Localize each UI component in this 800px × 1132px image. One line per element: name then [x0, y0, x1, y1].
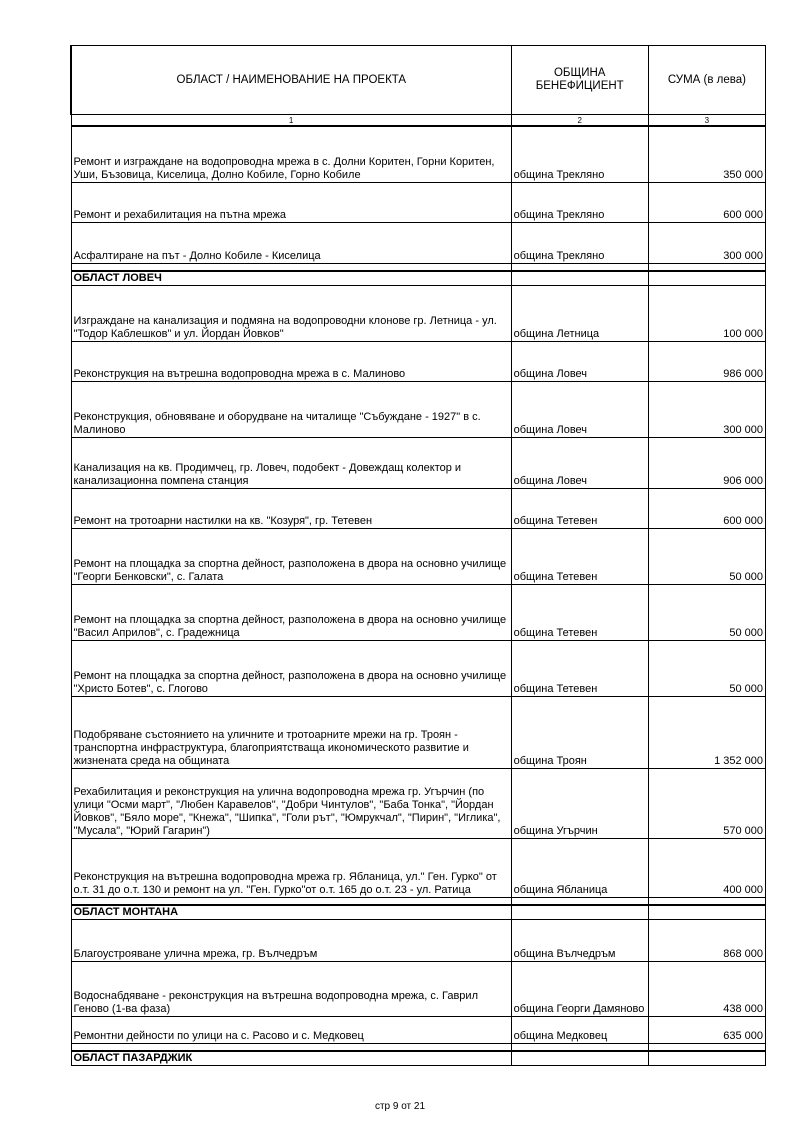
amount-cell: 438 000 — [648, 961, 765, 1016]
table-row — [71, 341, 766, 381]
region-name: ОБЛАСТ МОНТАНА — [71, 905, 511, 920]
amount-cell: 1 352 000 — [648, 696, 765, 768]
amount-cell: 50 000 — [648, 640, 765, 696]
table-row — [71, 1016, 766, 1043]
region-name: ОБЛАСТ ЛОВЕЧ — [71, 271, 511, 286]
region-empty-cell — [648, 1051, 765, 1066]
spacer-cell — [648, 1043, 765, 1051]
project-name-cell: Ремонт и рехабилитация на пътна мрежа — [71, 182, 511, 222]
municipality-cell: община Ловеч — [511, 437, 648, 488]
spacer-cell — [648, 897, 765, 905]
projects-table-body — [71, 46, 766, 1066]
table-row — [71, 584, 766, 640]
spacer-cell — [511, 263, 648, 271]
region-empty-cell — [511, 271, 648, 286]
budget-table-sheet — [70, 45, 766, 1066]
table-row — [71, 126, 766, 182]
project-name-cell: Ремонт на площадка за спортна дейност, разположена в двора на основно училище "Васил Априлов", с. Градежница — [71, 584, 511, 640]
project-name-cell: Реконструкция на вътрешна водопроводна мрежа гр. Ябланица, ул." Ген. Гурко" от о.т. 31 до о.т. 130 и ремонт на ул. "Ген. Гурко"от о.т. 165 до о.т. 23 - ул. Ратица — [71, 838, 511, 897]
project-name-cell: Изграждане на канализация и подмяна на водопроводни клонове гр. Летница - ул. "Тодор Каблешков" и ул. Йордан Йовков" — [71, 285, 511, 341]
municipality-cell: община Тетевен — [511, 640, 648, 696]
table-row — [71, 528, 766, 584]
municipality-cell: община Ловеч — [511, 341, 648, 381]
region-empty-cell — [648, 271, 765, 286]
region-empty-cell — [511, 905, 648, 920]
table-row — [71, 222, 766, 263]
region-name: ОБЛАСТ ПАЗАРДЖИК — [71, 1051, 511, 1066]
column-number-row — [71, 115, 766, 127]
municipality-cell: община Угърчин — [511, 768, 648, 838]
municipality-cell: община Медковец — [511, 1016, 648, 1043]
header-municipality: ОБЩИНА БЕНЕФИЦИЕНТ — [511, 46, 648, 115]
project-name-cell: Подобряване състоянието на уличните и тротоарните мрежи на гр. Троян - транспортна инфраструктура, благоприятстваща икономическото развитие и жизнената среда на общината — [71, 696, 511, 768]
project-name-cell: Ремонт на площадка за спортна дейност, разположена в двора на основно училище "Георги Бенковски", с. Галата — [71, 528, 511, 584]
municipality-cell: община Трекляно — [511, 222, 648, 263]
amount-cell: 868 000 — [648, 919, 765, 961]
spacer-cell — [71, 1043, 511, 1051]
spacer-cell — [648, 263, 765, 271]
municipality-cell: община Тетевен — [511, 488, 648, 528]
column-number-1: 1 — [71, 115, 511, 127]
column-number-2: 2 — [511, 115, 648, 127]
municipality-cell: община Тетевен — [511, 584, 648, 640]
region-empty-cell — [648, 905, 765, 920]
table-row — [71, 640, 766, 696]
table-row — [71, 488, 766, 528]
amount-cell: 600 000 — [648, 488, 765, 528]
amount-cell: 300 000 — [648, 381, 765, 437]
region-header-row — [71, 1051, 766, 1066]
region-header-row — [71, 271, 766, 286]
amount-cell: 906 000 — [648, 437, 765, 488]
spacer-cell — [511, 897, 648, 905]
amount-cell: 986 000 — [648, 341, 765, 381]
amount-cell: 100 000 — [648, 285, 765, 341]
table-row — [71, 961, 766, 1016]
municipality-cell: община Трекляно — [511, 126, 648, 182]
amount-cell: 570 000 — [648, 768, 765, 838]
project-name-cell: Ремонтни дейности по улици на с. Расово и с. Медковец — [71, 1016, 511, 1043]
municipality-cell: община Вълчедръм — [511, 919, 648, 961]
project-name-cell: Реконструкция на вътрешна водопроводна мрежа в с. Малиново — [71, 341, 511, 381]
spacer-cell — [71, 263, 511, 271]
spacer-row — [71, 1043, 766, 1051]
spacer-row — [71, 263, 766, 271]
municipality-cell: община Трекляно — [511, 182, 648, 222]
region-empty-cell — [511, 1051, 648, 1066]
project-name-cell: Асфалтиране на път - Долно Кобиле - Киселица — [71, 222, 511, 263]
municipality-cell: община Ябланица — [511, 838, 648, 897]
amount-cell: 635 000 — [648, 1016, 765, 1043]
municipality-cell: община Тетевен — [511, 528, 648, 584]
amount-cell: 50 000 — [648, 528, 765, 584]
project-name-cell: Водоснабдяване - реконструкция на вътрешна водопроводна мрежа, с. Гаврил Геново (1-ва фаза) — [71, 961, 511, 1016]
table-row — [71, 838, 766, 897]
project-name-cell: Ремонт на тротоарни настилки на кв. "Козуря", гр. Тетевен — [71, 488, 511, 528]
amount-cell: 300 000 — [648, 222, 765, 263]
header-amount: СУМА (в лева) — [648, 46, 765, 115]
spacer-row — [71, 897, 766, 905]
table-row — [71, 768, 766, 838]
amount-cell: 350 000 — [648, 126, 765, 182]
amount-cell: 600 000 — [648, 182, 765, 222]
project-name-cell: Ремонт и изграждане на водопроводна мрежа в с. Долни Коритен, Горни Коритен, Уши, Бъзовица, Киселица, Долно Кобиле, Горно Кобиле — [71, 126, 511, 182]
municipality-cell: община Георги Дамяново — [511, 961, 648, 1016]
municipality-cell: община Летница — [511, 285, 648, 341]
municipality-cell: община Троян — [511, 696, 648, 768]
spacer-cell — [71, 897, 511, 905]
amount-cell: 400 000 — [648, 838, 765, 897]
table-row — [71, 381, 766, 437]
table-row — [71, 919, 766, 961]
page-footer: стр 9 от 21 — [374, 1101, 426, 1112]
project-name-cell: Реконструкция, обновяване и оборудване на читалище "Събуждане - 1927" в с. Малиново — [71, 381, 511, 437]
header-project: ОБЛАСТ / НАИМЕНОВАНИЕ НА ПРОЕКТА — [71, 46, 511, 115]
amount-cell: 50 000 — [648, 584, 765, 640]
table-header-row — [71, 46, 766, 115]
table-row — [71, 437, 766, 488]
projects-table — [70, 45, 766, 1066]
municipality-cell: община Ловеч — [511, 381, 648, 437]
project-name-cell: Канализация на кв. Продимчец, гр. Ловеч, подобект - Довеждащ колектор и канализационна помпена станция — [71, 437, 511, 488]
project-name-cell: Ремонт на площадка за спортна дейност, разположена в двора на основно училище "Христо Ботев", с. Глогово — [71, 640, 511, 696]
column-number-3: 3 — [648, 115, 765, 127]
region-header-row — [71, 905, 766, 920]
table-row — [71, 696, 766, 768]
project-name-cell: Благоустрояване улична мрежа, гр. Вълчедръм — [71, 919, 511, 961]
spacer-cell — [511, 1043, 648, 1051]
table-row — [71, 285, 766, 341]
project-name-cell: Рехабилитация и реконструкция на улична водопроводна мрежа гр. Угърчин (по улици "Осми март", "Любен Каравелов", "Добри Чинтулов", "Баба Тонка", "Йордан Йовков", "Бяло море", "Кнежа", "Шипка", "Голи рът", "Юмрукчал", "Пирин", "Иглика", "Мусала", "Юрий Гагарин") — [71, 768, 511, 838]
table-row — [71, 182, 766, 222]
